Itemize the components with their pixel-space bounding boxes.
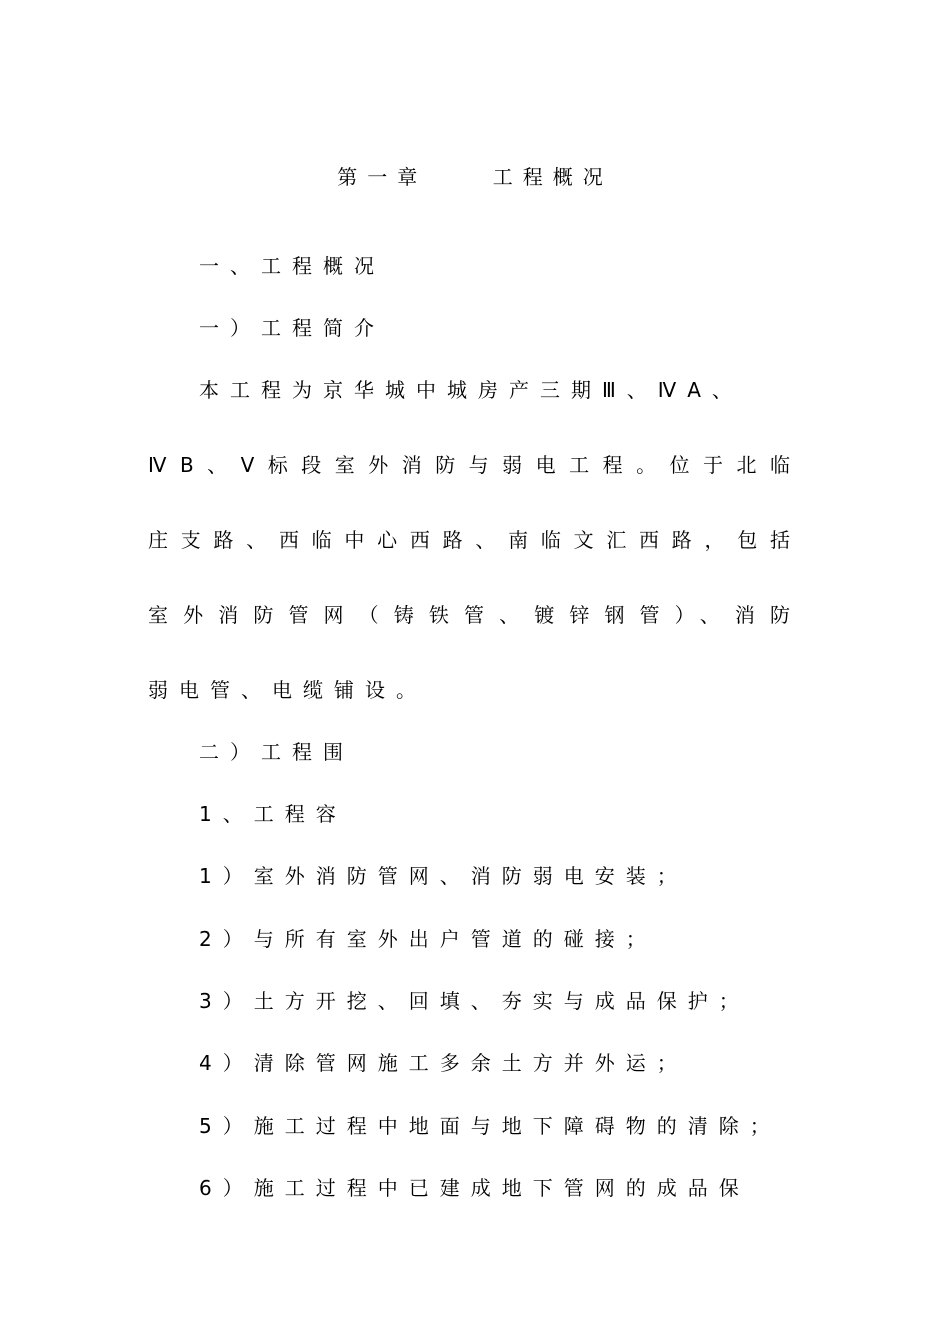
list-item: 3）土方开挖、回填、夯实与成品保护； bbox=[199, 989, 750, 1013]
subsection-heading-intro: 一）工程简介 bbox=[199, 316, 385, 340]
chapter-title: 第一章 工程概况 bbox=[337, 165, 613, 189]
list-item: 2）与所有室外出户管道的碰接； bbox=[199, 927, 657, 951]
paragraph-line-5: 弱电管、电缆铺设。 bbox=[148, 678, 427, 702]
list-item: 4）清除管网施工多余土方并外运； bbox=[199, 1051, 688, 1075]
paragraph-line-4: 室外消防管网（铸铁管、镀锌钢管）、消防 bbox=[148, 603, 790, 627]
list-item: 1）室外消防管网、消防弱电安装； bbox=[199, 864, 688, 888]
item-heading: 1、工程容 bbox=[199, 802, 347, 826]
paragraph-line-1: 本工程为京华城中城房产三期Ⅲ、ⅣA、 bbox=[199, 378, 743, 402]
subsection-heading-scope: 二）工程围 bbox=[199, 740, 354, 764]
section-heading: 一、工程概况 bbox=[199, 254, 385, 278]
paragraph-line-2: ⅣB、Ⅴ标段室外消防与弱电工程。位于北临 bbox=[148, 453, 790, 477]
list-item: 6）施工过程中已建成地下管网的成品保 bbox=[199, 1176, 750, 1200]
paragraph-line-3: 庄支路、西临中心西路、南临文汇西路，包括 bbox=[148, 528, 790, 552]
list-item: 5）施工过程中地面与地下障碍物的清除； bbox=[199, 1114, 781, 1138]
